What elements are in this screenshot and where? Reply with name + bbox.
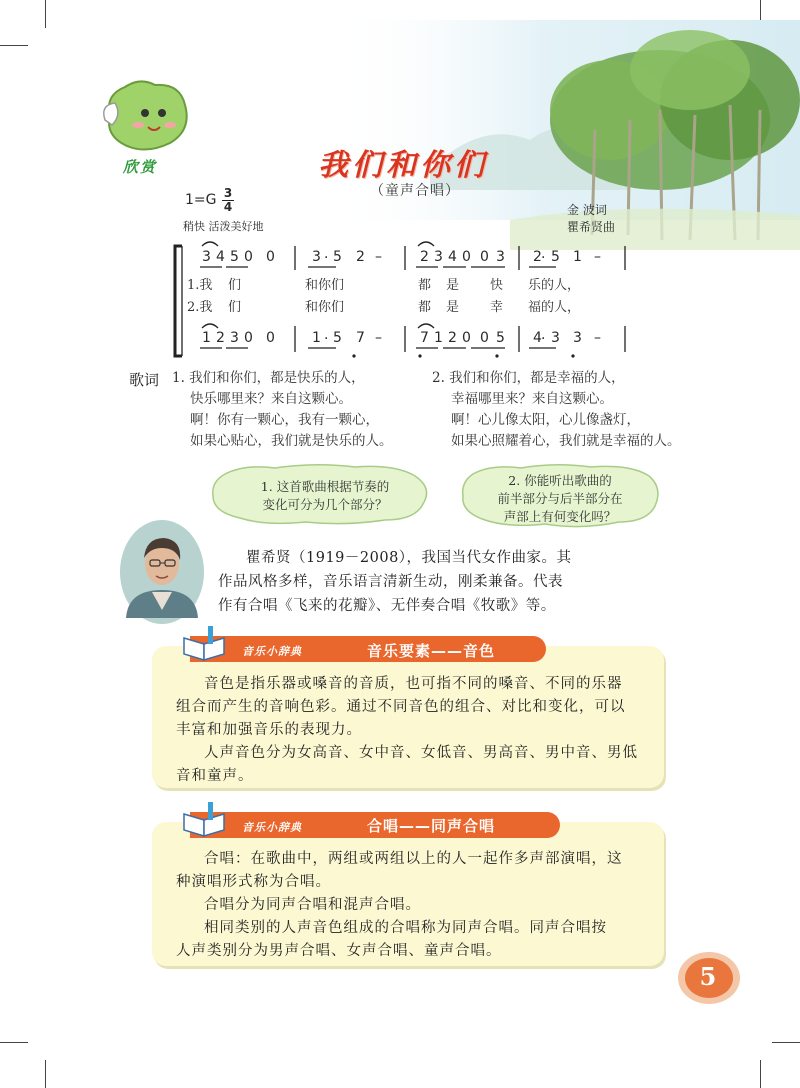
composer-bio-line: 作品风格多样，音乐语言清新生动，刚柔兼备。代表 [218,574,563,590]
lyric-line: 如果心贴心，我们就是快乐的人。 [190,433,393,449]
composer-portrait [118,518,206,626]
note-digit: 5 [496,330,505,346]
note-digit: 4 [216,249,225,265]
lyric-line: 如果心照耀着心，我们就是幸福的人。 [451,433,681,449]
question-1-line: 1. 这首歌曲根据节奏的 [260,479,390,494]
note-digit: – [594,330,601,346]
tempo-marking: 稍快 活泼美好地 [183,220,264,233]
dictionary-text: 人声类别分为男声合唱、女声合唱、童声合唱。 [176,943,502,959]
note-digit: 3 [551,330,560,346]
song-subtitle: （童声合唱） [370,183,460,199]
note-digit: 5 [333,330,342,346]
dictionary-title: 合唱——同声合唱 [367,817,496,835]
note-digit: 5 [230,249,239,265]
question-2-line: 声部上有何变化吗？ [503,509,617,524]
score-lyric: 们 [228,300,242,315]
score-lyric: 快 [490,278,504,293]
note-digit: – [594,249,601,265]
lyrics-heading: 歌词 [129,371,160,389]
question-1 [240,478,410,514]
page-number: 5 [699,962,717,991]
note-digit: 1 [202,330,211,346]
crop-mark [0,1042,28,1043]
note-digit: 5 [551,249,560,265]
composer: 瞿希贤曲 [567,220,616,234]
dot-mark: · [541,331,546,347]
lyric-line: 1. 我们和你们，都是快乐的人， [172,370,365,386]
book-icon [180,800,230,838]
crop-mark [772,1042,800,1043]
note-digit: 7 [420,330,429,346]
note-digit: 0 [244,330,253,346]
note-digit: 3 [312,249,321,265]
note-digit: – [375,330,382,346]
note-digit: 3 [496,249,505,265]
note-digit: 3 [434,249,443,265]
dictionary-text: 相同类别的人声音色组成的合唱称为同声合唱。同声合唱按 [204,920,607,936]
question-2-line: 前半部分与后半部分在 [497,491,623,506]
lyric-line: 2. 我们和你们，都是幸福的人， [432,370,625,386]
note-digit: 0 [480,249,489,265]
score-lyric: 福的人， [528,300,581,315]
score-lines [0,0,800,380]
score-lyric: 是 [446,278,460,293]
note-digit: 0 [266,330,275,346]
dictionary-text: 组合而产生的音响色彩。通过不同音色的组合、对比和变化，可以 [176,699,626,715]
composer-bio-line: 瞿希贤（1919－2008），我国当代女作曲家。其 [246,550,572,566]
note-digit: 4 [448,249,457,265]
dictionary-label: 音乐小辞典 [242,821,302,834]
lyric-line: 啊！心儿像太阳，心儿像盏灯， [451,412,640,428]
time-signature-bottom: 4 [223,200,233,214]
dictionary-text: 种演唱形式称为合唱。 [176,874,331,890]
note-digit: 2 [448,330,457,346]
key-signature-text: 1=G [185,192,217,208]
note-digit: 2 [533,249,542,265]
score-lyric: 都 [418,300,432,315]
dictionary-text: 音和童声。 [176,768,254,784]
note-digit: 5 [333,249,342,265]
note-digit: 0 [480,330,489,346]
crop-mark [760,1060,761,1088]
dictionary-text: 音色是指乐器或嗓音的音质，也可指不同的嗓音、不同的乐器 [204,676,623,692]
note-digit: 1 [312,330,321,346]
lyric-line: 啊！你有一颗心，我有一颗心， [190,412,379,428]
composer-bio-line: 作有合唱《飞来的花瓣》、无伴奏合唱《牧歌》等。 [218,598,556,614]
dictionary-text: 人声音色分为女高音、女中音、女低音、男高音、男中音、男低 [204,745,638,761]
book-icon [180,624,230,662]
score-lyric: 和你们 [305,278,345,293]
score-lyric: 们 [228,278,242,293]
question-1-line: 变化可分为几个部分？ [262,497,388,512]
dictionary-title: 音乐要素——音色 [367,642,496,660]
note-digit: 0 [244,249,253,265]
lyric-line: 幸福哪里来？来自这颗心。 [451,391,613,407]
note-digit: 2 [356,249,365,265]
score-lyric: 是 [446,300,460,315]
dictionary-label: 音乐小辞典 [242,645,302,658]
score-lyric: 都 [418,278,432,293]
dictionary-text: 合唱分为同声合唱和混声合唱。 [204,897,421,913]
note-digit: 2 [420,249,429,265]
question-2 [475,472,645,526]
dot-mark: · [324,250,329,266]
time-signature-top: 3 [223,186,233,200]
dot-mark: · [541,250,546,266]
score-lyric: 1.我 [187,278,213,293]
note-digit: 4 [533,330,542,346]
score-lyric: 2.我 [187,300,213,315]
dictionary-text: 合唱：在歌曲中，两组或两组以上的人一起作多声部演唱，这 [204,851,623,867]
question-2-line: 2. 你能听出歌曲的 [508,473,612,488]
dot-mark: · [324,331,329,347]
note-digit: 1 [573,249,582,265]
note-digit: 3 [202,249,211,265]
note-digit: 0 [462,249,471,265]
note-digit: 1 [434,330,443,346]
dictionary-text: 丰富和加强音乐的表现力。 [176,722,362,738]
score-lyric: 幸 [490,300,504,315]
lyric-line: 快乐哪里来？来自这颗心。 [190,391,352,407]
section-label: 欣赏 [123,158,158,176]
note-digit: – [375,249,382,265]
note-digit: 0 [462,330,471,346]
note-digit: 2 [216,330,225,346]
lyricist: 金 波词 [567,203,607,217]
score-lyric: 和你们 [305,300,345,315]
crop-mark [45,1060,46,1088]
score-lyric: 乐的人， [528,278,581,293]
note-digit: 0 [266,249,275,265]
note-digit: 7 [356,330,365,346]
song-title: 我们和你们 [318,148,488,183]
note-digit: 3 [230,330,239,346]
note-digit: 3 [573,330,582,346]
